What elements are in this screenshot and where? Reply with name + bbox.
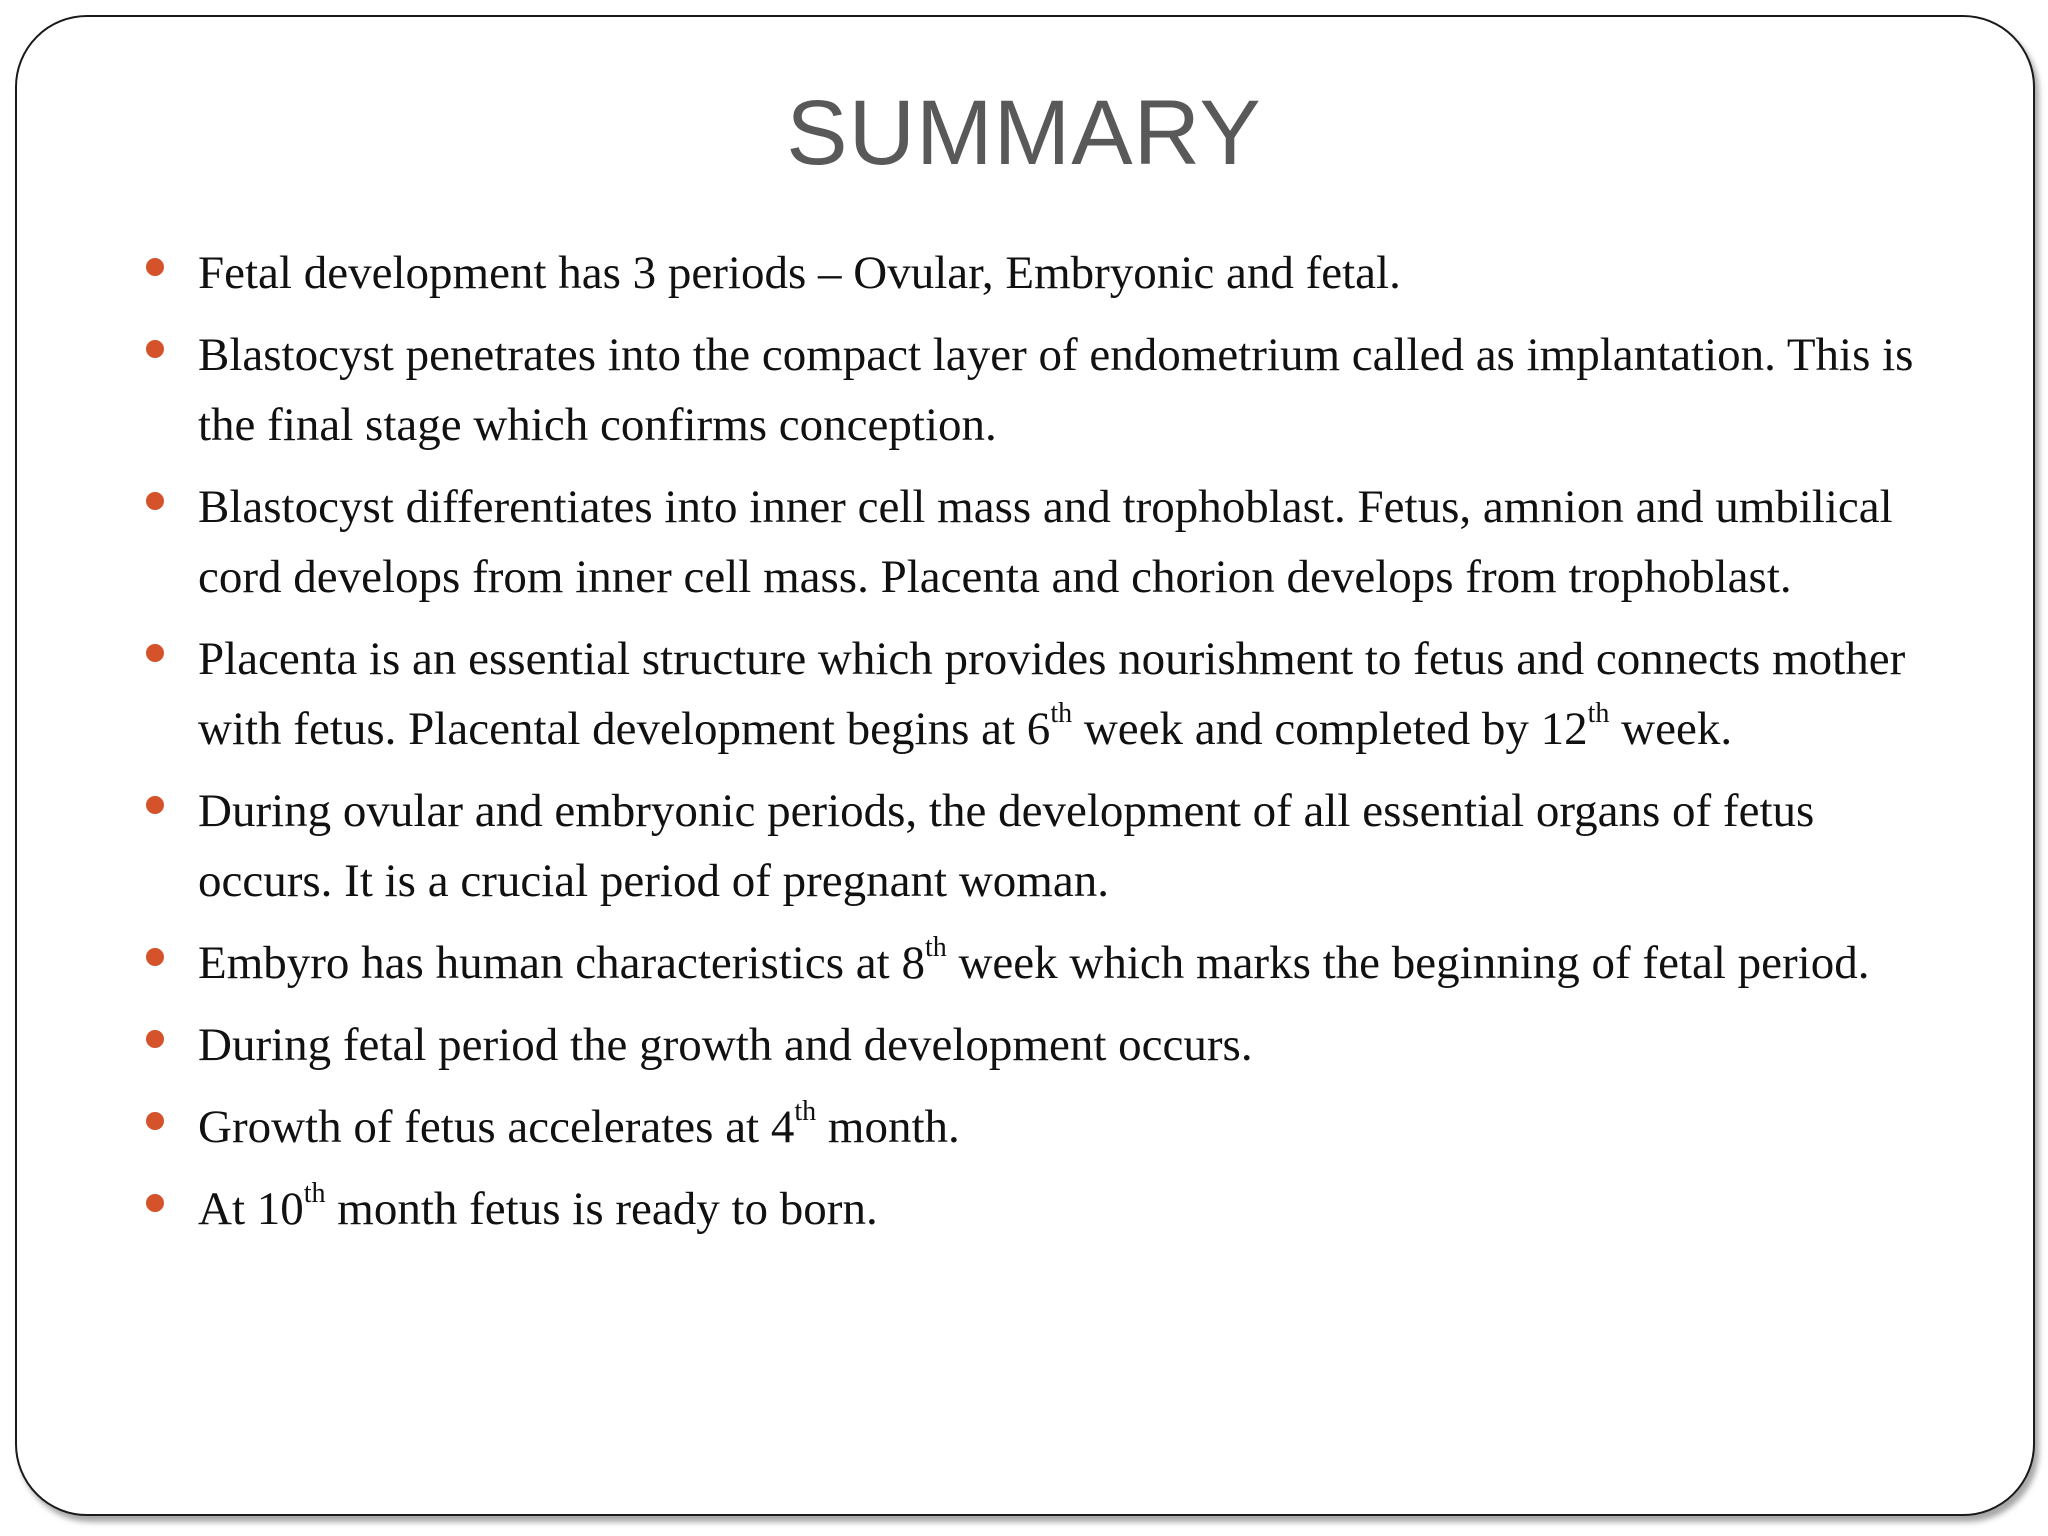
bullet-dot-icon <box>146 948 164 966</box>
ordinal-suffix: th <box>924 932 947 963</box>
bullet-text: month fetus is ready to born. <box>325 1183 878 1235</box>
ordinal-suffix: th <box>794 1096 817 1127</box>
ordinal-suffix: th <box>303 1178 326 1209</box>
bullet-text: During fetal period the growth and development occurs. <box>198 1019 1253 1071</box>
bullet-item <box>140 238 1940 308</box>
bullet-dot-icon <box>146 258 164 276</box>
bullet-item <box>140 1092 1940 1162</box>
bullet-dot-icon <box>146 492 164 510</box>
bullet-text: Growth of fetus accelerates at 4 <box>198 1101 795 1153</box>
bullet-text: At 10 <box>198 1183 304 1235</box>
bullet-dot-icon <box>146 1112 164 1130</box>
bullet-dot-icon <box>146 1194 164 1212</box>
bullet-text: week which marks the beginning of fetal period. <box>946 937 1870 989</box>
bullet-list <box>140 238 1940 1256</box>
bullet-text: Blastocyst penetrates into the compact layer of endometrium called as implantation. This is the final stage which confirms conception. <box>198 329 1914 451</box>
bullet-dot-icon <box>146 340 164 358</box>
bullet-text: Placenta is an essential structure which provides nourishment to fetus and connects mother with fetus. Placental development begins at 6 <box>198 633 1906 755</box>
bullet-item <box>140 928 1940 998</box>
ordinal-suffix: th <box>1050 698 1073 729</box>
bullet-text: Blastocyst differentiates into inner cell mass and trophoblast. Fetus, amnion and umbilical cord develops from inner cell mass. Placenta and chorion develops from trophoblast. <box>198 481 1893 603</box>
bullet-text: Embyro has human characteristics at 8 <box>198 937 925 989</box>
bullet-item <box>140 1010 1940 1080</box>
bullet-dot-icon <box>146 1030 164 1048</box>
bullet-text: month. <box>816 1101 960 1153</box>
bullet-text: week and completed by 12 <box>1072 703 1588 755</box>
ordinal-suffix: th <box>1587 698 1610 729</box>
bullet-item <box>140 776 1940 916</box>
bullet-text: Fetal development has 3 periods – Ovular, Embryonic and fetal. <box>198 247 1401 299</box>
bullet-text: During ovular and embryonic periods, the development of all essential organs of fetus occurs. It is a crucial period of pregnant woman. <box>198 785 1815 907</box>
bullet-item <box>140 320 1940 460</box>
bullet-item <box>140 1174 1940 1244</box>
bullet-item <box>140 624 1940 764</box>
bullet-dot-icon <box>146 644 164 662</box>
bullet-dot-icon <box>146 796 164 814</box>
slide-title: SUMMARY <box>786 82 1262 184</box>
bullet-item <box>140 472 1940 612</box>
bullet-text: week. <box>1609 703 1733 755</box>
